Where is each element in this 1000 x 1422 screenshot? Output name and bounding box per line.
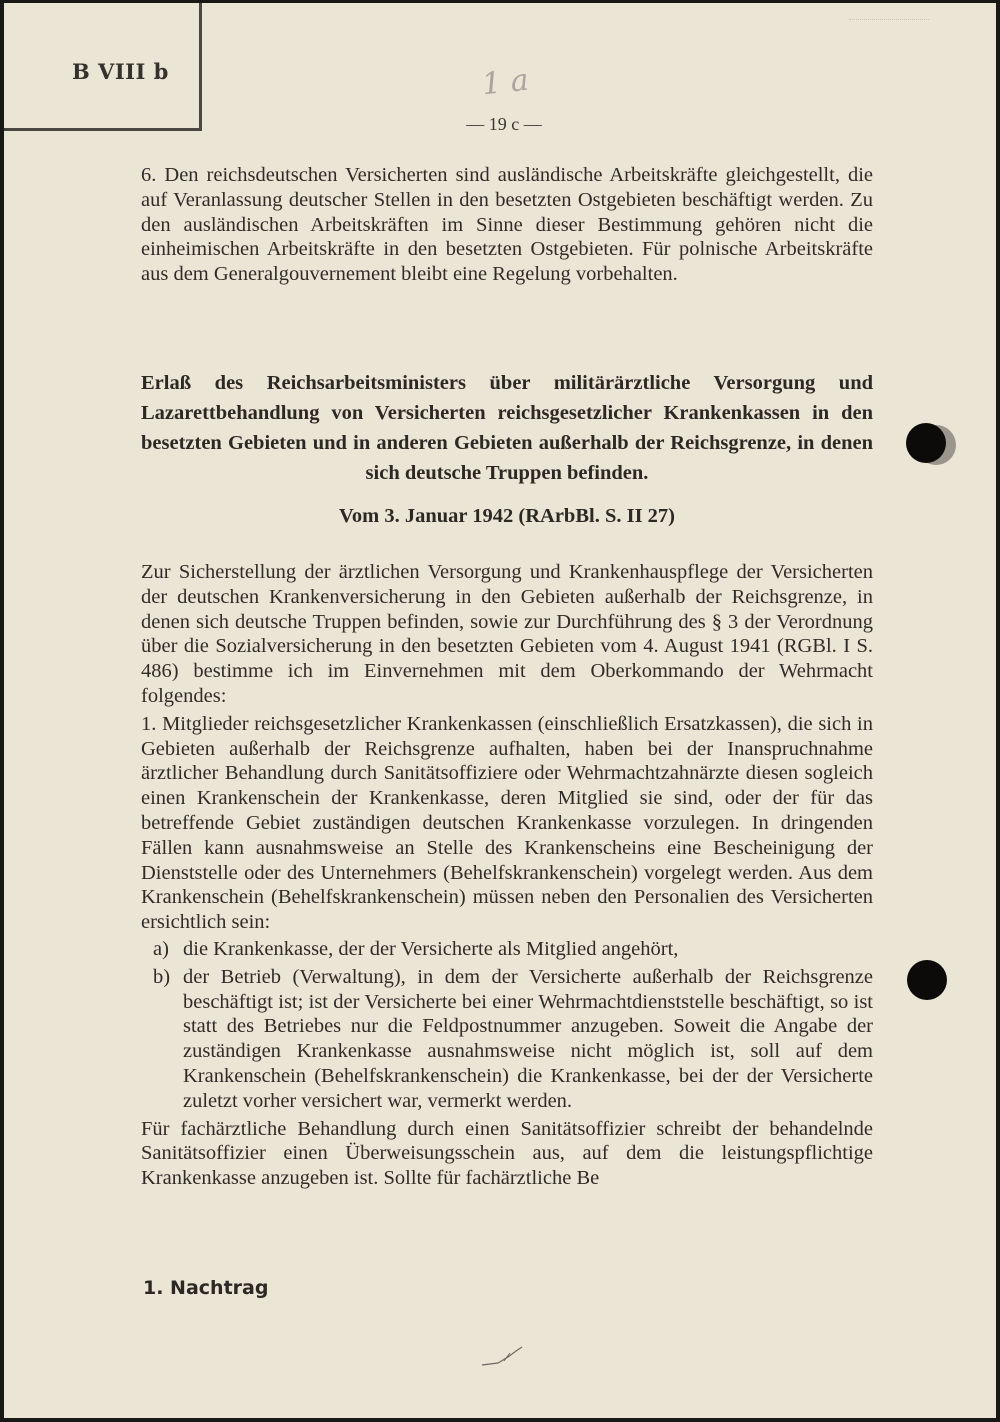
document-page [4, 3, 996, 1418]
subitem-a [141, 937, 873, 962]
pencil-scribble [478, 1341, 528, 1371]
subitem-b-label: b) [153, 965, 171, 988]
decree-intro: Zur Sicherstellung der ärztlichen Versorgung und Krankenhauspflege der Versicherten der deutschen Krankenversicherung in den Gebieten außerhalb der Reichsgrenze, in denen sich deutsche Truppen befinden, sowie zur Durchführung des § 3 der Verordnung über die Sozialversicherung in den besetzten Gebieten vom 4. August 1941 (RGBl. I S. 486) bestimme ich im Einvernehmen mit dem Oberkommando der Wehrmacht folgendes: [141, 561, 873, 707]
punch-hole-bottom [907, 960, 947, 1000]
page-number: — 19 c — [466, 114, 542, 134]
supplement-label: 1. Nachtrag [143, 1277, 269, 1299]
section-6 [141, 163, 873, 287]
decree-title: Erlaß des Reichsarbeitsministers über militärärztliche Versorgung und Lazarettbehandlung von Versicherten reichsgesetzlicher Krankenkassen in den besetzten Gebieten und in anderen Gebieten außerhalb der Reichsgrenze, in denen sich deutsche Truppen befinden. [141, 372, 873, 484]
subitem-b [141, 965, 873, 1114]
closing-paragraph: Für fachärztliche Behandlung durch einen Sanitätsoffizier schreibt der behandelnde Sanitätsoffizier einen Überweisungsschein aus, auf dem die leistungspflichtige Krankenkasse anzugeben ist. Sollte für fachärztliche Be [141, 1117, 873, 1190]
subitem-b-text: der Betrieb (Verwaltung), in dem der Versicherte außerhalb der Reichsgrenze beschäftigt ist; ist der Versicherte bei einer Wehrmachtdienststelle beschäftigt, so ist statt des Betriebes nur die Feldpostnummer anzugeben. Soweit die Angabe der zuständigen Krankenkasse ausnahmsweise nicht möglich ist, soll auf dem Krankenschein (Behelfskrankenschein) die Krankenkasse, bei der der Versicherte zuletzt vorher versichert war, vermerkt werden. [183, 965, 873, 1112]
decree-date: Vom 3. Januar 1942 (RArbBl. S. II 27) [338, 505, 676, 527]
subitem-a-label: a) [153, 937, 169, 960]
decree-body [141, 560, 873, 1191]
paper-mark [849, 19, 929, 22]
register-label: B VIII b [72, 59, 169, 84]
handwritten-annotation: 1 a [480, 62, 531, 103]
subitem-a-text: die Krankenkasse, der der Versicherte als Mitglied angehört, [183, 937, 679, 960]
register-tab [4, 3, 202, 131]
section-6-text: 6. Den reichsdeutschen Versicherten sind ausländische Arbeitskräfte gleichgestellt, die auf Veranlassung deutscher Stellen in den besetzten Ostgebieten beschäftigt werden. Zu den ausländischen Arbeitskräften im Sinne dieser Bestimmung gehören nicht die einheimischen Arbeitskräfte in den besetzten Ostgebieten. Für polnische Arbeitskräfte aus dem Generalgouvernement bleibt eine Regelung vorbehalten. [141, 164, 873, 286]
point-1: 1. Mitglieder reichsgesetzlicher Krankenkassen (einschließlich Ersatzkassen), die sich in Gebieten außerhalb der Reichsgrenze aufhalten, haben bei der Inanspruchnahme ärztlicher Behandlung durch Sanitätsoffiziere oder Wehrmachtzahnärzte diesen sogleich einen Krankenschein der Krankenkasse, deren Mitglied sie sind, oder der für das betreffende Gebiet zuständigen deutschen Krankenkasse vorzulegen. In dringenden Fällen kann ausnahmsweise an Stelle des Krankenscheins eine Bescheinigung der Dienststelle oder des Unternehmers (Behelfskrankenschein) vorgelegt werden. Aus dem Krankenschein (Behelfskrankenschein) müssen neben den Personalien des Versicherten ersichtlich sein: [141, 712, 873, 934]
punch-hole-top [906, 423, 946, 463]
